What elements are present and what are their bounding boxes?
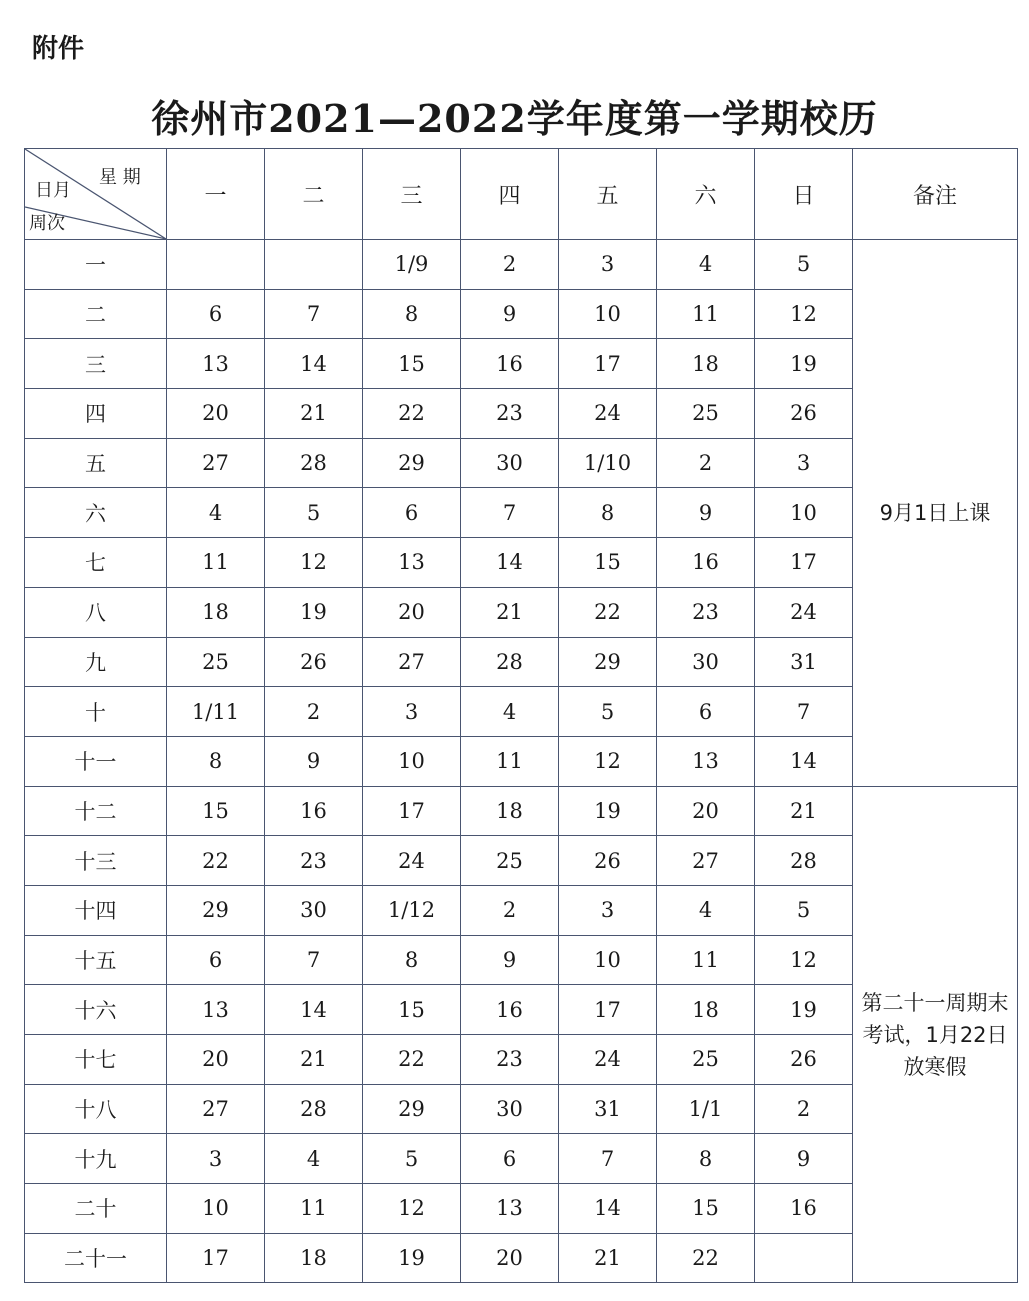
week-number-cell: 一 bbox=[25, 240, 167, 290]
date-cell: 16 bbox=[461, 339, 559, 389]
date-cell: 23 bbox=[265, 836, 363, 886]
date-cell: 15 bbox=[657, 1184, 755, 1234]
date-cell: 6 bbox=[461, 1134, 559, 1184]
date-cell bbox=[265, 240, 363, 290]
date-cell: 12 bbox=[755, 935, 853, 985]
date-cell: 2 bbox=[461, 240, 559, 290]
date-cell: 13 bbox=[363, 538, 461, 588]
date-cell: 20 bbox=[167, 1035, 265, 1085]
date-cell: 6 bbox=[363, 488, 461, 538]
date-cell: 22 bbox=[167, 836, 265, 886]
corner-header-cell bbox=[25, 149, 167, 240]
day-header: 六 bbox=[657, 149, 755, 240]
date-cell: 11 bbox=[461, 736, 559, 786]
date-cell: 23 bbox=[461, 389, 559, 439]
notes-header: 备注 bbox=[853, 149, 1018, 240]
date-cell: 24 bbox=[755, 587, 853, 637]
date-cell: 21 bbox=[265, 389, 363, 439]
page-title: 徐州市2021—2022学年度第一学期校历 bbox=[151, 96, 878, 141]
date-cell: 3 bbox=[559, 885, 657, 935]
week-number-cell: 四 bbox=[25, 389, 167, 439]
date-cell: 5 bbox=[559, 687, 657, 737]
date-cell: 7 bbox=[559, 1134, 657, 1184]
week-number-cell: 十三 bbox=[25, 836, 167, 886]
day-header: 日 bbox=[755, 149, 853, 240]
date-cell: 17 bbox=[559, 339, 657, 389]
date-cell: 16 bbox=[265, 786, 363, 836]
day-header: 一 bbox=[167, 149, 265, 240]
date-cell: 9 bbox=[755, 1134, 853, 1184]
date-cell: 24 bbox=[559, 1035, 657, 1085]
date-cell: 22 bbox=[559, 587, 657, 637]
date-cell: 22 bbox=[363, 389, 461, 439]
date-cell: 3 bbox=[559, 240, 657, 290]
date-cell: 28 bbox=[461, 637, 559, 687]
date-cell bbox=[755, 1233, 853, 1283]
date-cell: 6 bbox=[657, 687, 755, 737]
date-cell: 4 bbox=[265, 1134, 363, 1184]
date-cell: 9 bbox=[657, 488, 755, 538]
date-cell: 18 bbox=[167, 587, 265, 637]
date-cell: 10 bbox=[363, 736, 461, 786]
week-number-cell: 十九 bbox=[25, 1134, 167, 1184]
date-cell: 30 bbox=[461, 438, 559, 488]
date-cell: 26 bbox=[559, 836, 657, 886]
date-cell: 16 bbox=[755, 1184, 853, 1234]
corner-date-label: 日月 bbox=[35, 180, 71, 201]
date-cell: 13 bbox=[167, 985, 265, 1035]
school-calendar-table bbox=[24, 148, 1018, 1283]
week-number-cell: 三 bbox=[25, 339, 167, 389]
date-cell: 31 bbox=[559, 1084, 657, 1134]
date-cell: 10 bbox=[559, 935, 657, 985]
week-number-cell: 十八 bbox=[25, 1084, 167, 1134]
date-cell: 11 bbox=[657, 935, 755, 985]
date-cell: 14 bbox=[265, 339, 363, 389]
date-cell: 18 bbox=[657, 339, 755, 389]
date-cell: 1/1 bbox=[657, 1084, 755, 1134]
date-cell: 8 bbox=[559, 488, 657, 538]
date-cell: 17 bbox=[363, 786, 461, 836]
date-cell: 14 bbox=[755, 736, 853, 786]
date-cell: 6 bbox=[167, 289, 265, 339]
day-header: 四 bbox=[461, 149, 559, 240]
date-cell: 20 bbox=[167, 389, 265, 439]
date-cell: 28 bbox=[265, 1084, 363, 1134]
date-cell: 29 bbox=[559, 637, 657, 687]
date-cell: 23 bbox=[657, 587, 755, 637]
date-cell: 26 bbox=[755, 389, 853, 439]
date-cell: 25 bbox=[657, 1035, 755, 1085]
date-cell: 7 bbox=[265, 289, 363, 339]
day-header: 五 bbox=[559, 149, 657, 240]
date-cell: 2 bbox=[755, 1084, 853, 1134]
week-number-cell: 六 bbox=[25, 488, 167, 538]
date-cell: 16 bbox=[657, 538, 755, 588]
attachment-label: 附件 bbox=[32, 34, 85, 64]
week-number-cell: 二 bbox=[25, 289, 167, 339]
date-cell: 14 bbox=[265, 985, 363, 1035]
date-cell: 27 bbox=[167, 438, 265, 488]
corner-weekday-label: 星 期 bbox=[99, 167, 141, 188]
date-cell: 11 bbox=[657, 289, 755, 339]
date-cell: 20 bbox=[363, 587, 461, 637]
week-number-cell: 十七 bbox=[25, 1035, 167, 1085]
date-cell: 5 bbox=[755, 240, 853, 290]
date-cell: 19 bbox=[755, 339, 853, 389]
date-cell: 17 bbox=[167, 1233, 265, 1283]
date-cell: 24 bbox=[363, 836, 461, 886]
date-cell: 25 bbox=[167, 637, 265, 687]
date-cell: 13 bbox=[461, 1184, 559, 1234]
date-cell: 29 bbox=[167, 885, 265, 935]
date-cell: 21 bbox=[461, 587, 559, 637]
date-cell: 11 bbox=[265, 1184, 363, 1234]
date-cell: 9 bbox=[461, 289, 559, 339]
date-cell: 15 bbox=[363, 985, 461, 1035]
date-cell: 10 bbox=[755, 488, 853, 538]
date-cell: 10 bbox=[559, 289, 657, 339]
date-cell: 19 bbox=[559, 786, 657, 836]
date-cell: 4 bbox=[657, 885, 755, 935]
day-header: 二 bbox=[265, 149, 363, 240]
date-cell: 8 bbox=[167, 736, 265, 786]
date-cell: 18 bbox=[265, 1233, 363, 1283]
week-number-cell: 五 bbox=[25, 438, 167, 488]
table-row bbox=[25, 240, 1018, 290]
day-header: 三 bbox=[363, 149, 461, 240]
date-cell: 15 bbox=[559, 538, 657, 588]
date-cell: 28 bbox=[265, 438, 363, 488]
date-cell: 13 bbox=[657, 736, 755, 786]
notes-cell-exam-and-vacation: 第二十一周期末考试，1月22日放寒假 bbox=[853, 786, 1018, 1283]
week-number-cell: 十一 bbox=[25, 736, 167, 786]
week-number-cell: 十六 bbox=[25, 985, 167, 1035]
date-cell: 18 bbox=[461, 786, 559, 836]
date-cell: 23 bbox=[461, 1035, 559, 1085]
date-cell: 10 bbox=[167, 1184, 265, 1234]
week-number-cell: 十二 bbox=[25, 786, 167, 836]
date-cell: 16 bbox=[461, 985, 559, 1035]
date-cell: 19 bbox=[755, 985, 853, 1035]
week-number-cell: 九 bbox=[25, 637, 167, 687]
date-cell: 1/11 bbox=[167, 687, 265, 737]
week-number-cell: 十四 bbox=[25, 885, 167, 935]
week-number-cell: 八 bbox=[25, 587, 167, 637]
date-cell: 12 bbox=[755, 289, 853, 339]
date-cell: 21 bbox=[265, 1035, 363, 1085]
date-cell: 17 bbox=[559, 985, 657, 1035]
date-cell: 19 bbox=[265, 587, 363, 637]
date-cell: 1/12 bbox=[363, 885, 461, 935]
date-cell: 15 bbox=[167, 786, 265, 836]
date-cell: 22 bbox=[363, 1035, 461, 1085]
date-cell: 5 bbox=[363, 1134, 461, 1184]
date-cell: 20 bbox=[461, 1233, 559, 1283]
date-cell: 27 bbox=[363, 637, 461, 687]
week-number-cell: 二十一 bbox=[25, 1233, 167, 1283]
date-cell: 3 bbox=[363, 687, 461, 737]
date-cell: 30 bbox=[265, 885, 363, 935]
date-cell: 4 bbox=[461, 687, 559, 737]
date-cell: 30 bbox=[657, 637, 755, 687]
week-number-cell: 七 bbox=[25, 538, 167, 588]
date-cell: 7 bbox=[461, 488, 559, 538]
week-number-cell: 十五 bbox=[25, 935, 167, 985]
date-cell: 25 bbox=[461, 836, 559, 886]
date-cell: 3 bbox=[167, 1134, 265, 1184]
date-cell: 7 bbox=[755, 687, 853, 737]
date-cell: 12 bbox=[363, 1184, 461, 1234]
date-cell: 17 bbox=[755, 538, 853, 588]
date-cell: 24 bbox=[559, 389, 657, 439]
date-cell: 3 bbox=[755, 438, 853, 488]
date-cell: 20 bbox=[657, 786, 755, 836]
date-cell: 9 bbox=[265, 736, 363, 786]
week-number-cell: 十 bbox=[25, 687, 167, 737]
date-cell: 7 bbox=[265, 935, 363, 985]
date-cell: 22 bbox=[657, 1233, 755, 1283]
table-row bbox=[25, 786, 1018, 836]
date-cell: 5 bbox=[755, 885, 853, 935]
date-cell: 12 bbox=[559, 736, 657, 786]
date-cell: 14 bbox=[461, 538, 559, 588]
date-cell: 31 bbox=[755, 637, 853, 687]
date-cell: 21 bbox=[559, 1233, 657, 1283]
date-cell: 18 bbox=[657, 985, 755, 1035]
date-cell: 1/9 bbox=[363, 240, 461, 290]
date-cell: 2 bbox=[265, 687, 363, 737]
date-cell: 27 bbox=[167, 1084, 265, 1134]
date-cell: 30 bbox=[461, 1084, 559, 1134]
date-cell: 1/10 bbox=[559, 438, 657, 488]
date-cell: 13 bbox=[167, 339, 265, 389]
table-header-row bbox=[25, 149, 1018, 240]
date-cell: 4 bbox=[167, 488, 265, 538]
date-cell: 29 bbox=[363, 1084, 461, 1134]
notes-cell-start-of-term: 9月1日上课 bbox=[853, 240, 1018, 787]
date-cell: 27 bbox=[657, 836, 755, 886]
corner-week-label: 周次 bbox=[29, 213, 65, 234]
date-cell: 8 bbox=[363, 935, 461, 985]
date-cell: 5 bbox=[265, 488, 363, 538]
date-cell: 2 bbox=[461, 885, 559, 935]
date-cell: 9 bbox=[461, 935, 559, 985]
date-cell: 2 bbox=[657, 438, 755, 488]
date-cell: 11 bbox=[167, 538, 265, 588]
date-cell: 21 bbox=[755, 786, 853, 836]
date-cell: 8 bbox=[657, 1134, 755, 1184]
week-number-cell: 二十 bbox=[25, 1184, 167, 1234]
date-cell: 26 bbox=[265, 637, 363, 687]
date-cell: 29 bbox=[363, 438, 461, 488]
date-cell bbox=[167, 240, 265, 290]
date-cell: 4 bbox=[657, 240, 755, 290]
date-cell: 8 bbox=[363, 289, 461, 339]
date-cell: 26 bbox=[755, 1035, 853, 1085]
date-cell: 12 bbox=[265, 538, 363, 588]
date-cell: 28 bbox=[755, 836, 853, 886]
date-cell: 25 bbox=[657, 389, 755, 439]
date-cell: 14 bbox=[559, 1184, 657, 1234]
date-cell: 19 bbox=[363, 1233, 461, 1283]
date-cell: 6 bbox=[167, 935, 265, 985]
date-cell: 15 bbox=[363, 339, 461, 389]
